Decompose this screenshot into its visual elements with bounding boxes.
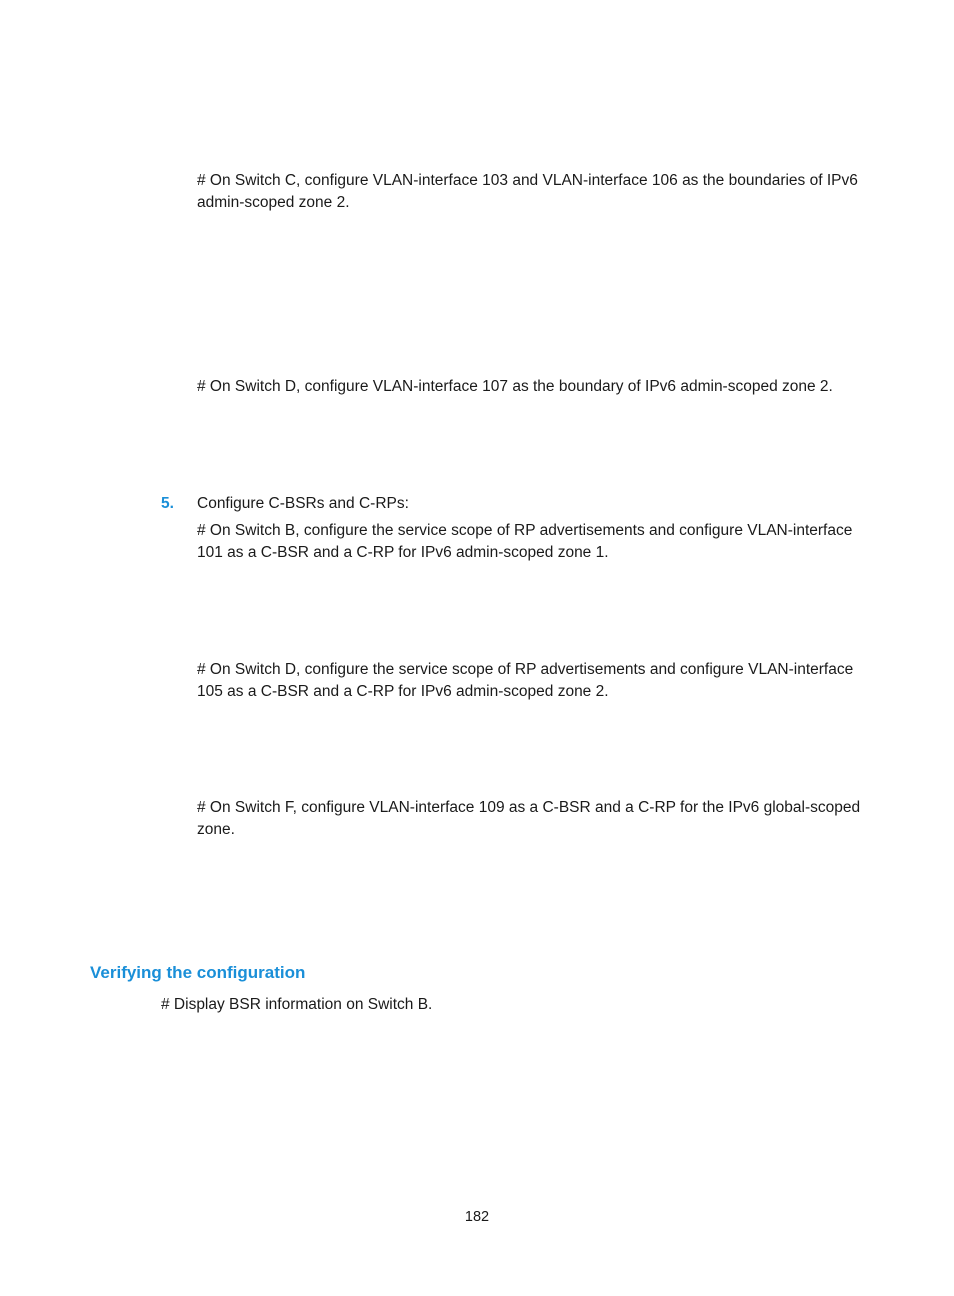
- switch-b-cbsr-text: # On Switch B, configure the service scope of RP advertisements and configure VLAN-interface 101 as a C-BSR and a C-RP for IPv6 admin-scoped zone 1.: [197, 522, 853, 561]
- section-heading: Verifying the configuration: [90, 963, 306, 982]
- step-title: Configure C-BSRs and C-RPs:: [197, 495, 409, 512]
- switch-d-cbsr-text: # On Switch D, configure the service scope of RP advertisements and configure VLAN-interface 105 as a C-BSR and a C-RP for IPv6 admin-scoped zone 2.: [197, 661, 854, 700]
- switch-c-boundary-text: # On Switch C, configure VLAN-interface 103 and VLAN-interface 106 as the boundaries of IPv6 admin-scoped zone 2.: [197, 172, 858, 211]
- step-number: 5.: [161, 495, 174, 512]
- switch-d-boundary-text: # On Switch D, configure VLAN-interface 107 as the boundary of IPv6 admin-scoped zone 2.: [197, 378, 833, 395]
- page-number: 182: [464, 1209, 490, 1225]
- switch-f-cbsr-text: # On Switch F, configure VLAN-interface 109 as a C-BSR and a C-RP for the IPv6 global-scoped zone.: [197, 799, 861, 838]
- verify-text: # Display BSR information on Switch B.: [161, 996, 433, 1013]
